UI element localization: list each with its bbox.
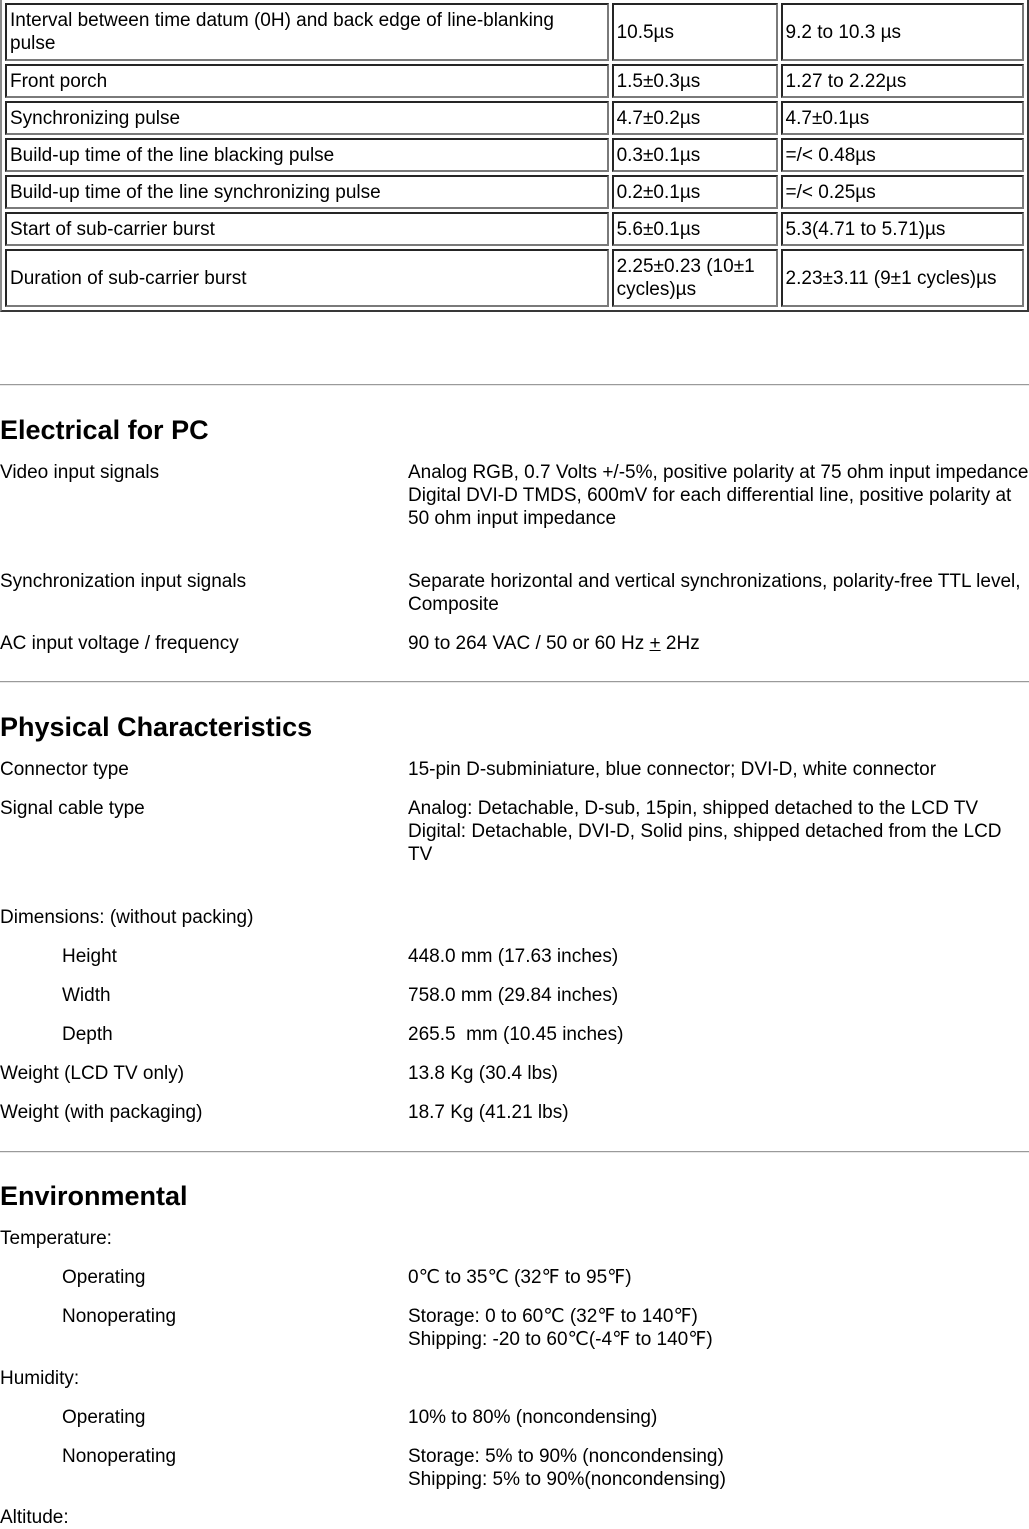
section-divider	[0, 1151, 1029, 1153]
video-input-label: Video input signals	[0, 462, 160, 483]
signal-cable-label: Signal cable type	[0, 798, 145, 819]
humidity-storage: Storage: 5% to 90% (noncondensing)	[408, 1446, 724, 1467]
ac-input-prefix: 90 to 264 VAC / 50 or 60 Hz	[408, 633, 650, 654]
temp-nonoperating-value	[408, 1305, 1029, 1351]
table-cell-label: Duration of sub-carrier burst	[5, 249, 609, 307]
humidity-operating-label: Operating	[62, 1407, 146, 1428]
table-row	[5, 249, 1024, 307]
temp-operating-value: 0℃ to 35℃ (32℉ to 95℉)	[408, 1267, 632, 1288]
signal-cable-value	[408, 797, 1029, 866]
depth-value: 265.5 mm (10.45 inches)	[408, 1024, 624, 1045]
table-row	[5, 3, 1024, 61]
table-cell-spec: 0.3±0.1µs	[612, 138, 778, 172]
table-cell-measured: 9.2 to 10.3 µs	[781, 3, 1024, 61]
temp-nonoperating-label: Nonoperating	[62, 1306, 177, 1327]
section-title-environmental: Environmental	[0, 1181, 188, 1211]
table-cell-label: Build-up time of the line synchronizing pulse	[5, 175, 609, 209]
dimensions-label: Dimensions: (without packing)	[0, 907, 254, 928]
width-value: 758.0 mm (29.84 inches)	[408, 985, 619, 1006]
depth-label: Depth	[62, 1024, 113, 1045]
ac-input-label: AC input voltage / frequency	[0, 633, 239, 654]
sync-input-value: Separate horizontal and vertical synchronizations, polarity-free TTL level, Composite	[408, 571, 1021, 615]
table-cell-label: Synchronizing pulse	[5, 101, 609, 135]
height-label: Height	[62, 946, 117, 967]
table-cell-measured: 5.3(4.71 to 5.71)µs	[781, 212, 1024, 246]
plus-minus-symbol: +	[649, 633, 661, 654]
table-cell-spec: 2.25±0.23 (10±1 cycles)µs	[612, 249, 778, 307]
connector-type-value: 15-pin D-subminiature, blue connector; DVI-D, white connector	[408, 759, 937, 780]
weight-tv-label: Weight (LCD TV only)	[0, 1063, 185, 1084]
temp-shipping: Shipping: -20 to 60℃(-4℉ to 140℉)	[408, 1329, 713, 1350]
table-cell-spec: 0.2±0.1µs	[612, 175, 778, 209]
table-cell-measured: =/< 0.48µs	[781, 138, 1024, 172]
weight-packaging-label: Weight (with packaging)	[0, 1102, 203, 1123]
table-cell-label: Front porch	[5, 64, 609, 98]
weight-tv-value: 13.8 Kg (30.4 lbs)	[408, 1063, 558, 1084]
connector-type-label: Connector type	[0, 759, 129, 780]
table-row	[5, 212, 1024, 246]
altitude-label: Altitude:	[0, 1507, 69, 1528]
width-label: Width	[62, 985, 111, 1006]
humidity-label: Humidity:	[0, 1368, 80, 1389]
temperature-label: Temperature:	[0, 1228, 112, 1249]
humidity-nonoperating-value	[408, 1445, 1029, 1491]
table-cell-measured: 4.7±0.1µs	[781, 101, 1024, 135]
ac-input-value	[408, 632, 1029, 655]
table-row	[5, 101, 1024, 135]
ac-input-suffix: 2Hz	[660, 633, 700, 654]
video-input-analog: Analog RGB, 0.7 Volts +/-5%, positive polarity at 75 ohm input impedance	[408, 462, 1029, 483]
table-cell-measured: 2.23±3.11 (9±1 cycles)µs	[781, 249, 1024, 307]
section-title-physical: Physical Characteristics	[0, 712, 313, 742]
table-cell-label: Start of sub-carrier burst	[5, 212, 609, 246]
table-cell-label: Build-up time of the line blacking pulse	[5, 138, 609, 172]
table-cell-measured: =/< 0.25µs	[781, 175, 1024, 209]
humidity-shipping: Shipping: 5% to 90%(noncondensing)	[408, 1469, 726, 1490]
table-cell-label: Interval between time datum (0H) and back edge of line-blanking pulse	[5, 3, 609, 61]
table-row	[5, 64, 1024, 98]
signal-cable-analog: Analog: Detachable, D-sub, 15pin, shipped detached to the LCD TV	[408, 798, 979, 819]
height-value: 448.0 mm (17.63 inches)	[408, 946, 619, 967]
humidity-nonoperating-label: Nonoperating	[62, 1446, 177, 1467]
signal-cable-digital: Digital: Detachable, DVI-D, Solid pins, shipped detached from the LCD TV	[408, 821, 1002, 865]
section-title-electrical: Electrical for PC	[0, 415, 209, 445]
humidity-operating-value: 10% to 80% (noncondensing)	[408, 1407, 658, 1428]
section-divider	[0, 681, 1029, 683]
temp-storage: Storage: 0 to 60℃ (32℉ to 140℉)	[408, 1306, 698, 1327]
video-input-value	[408, 461, 1029, 530]
table-cell-spec: 10.5µs	[612, 3, 778, 61]
table-cell-spec: 4.7±0.2µs	[612, 101, 778, 135]
sync-input-label: Synchronization input signals	[0, 571, 247, 592]
video-input-digital: Digital DVI-D TMDS, 600mV for each differential line, positive polarity at 50 ohm input impedance	[408, 485, 1012, 529]
section-divider	[0, 384, 1029, 386]
table-row	[5, 138, 1024, 172]
timing-table	[0, 0, 1029, 312]
temp-operating-label: Operating	[62, 1267, 146, 1288]
table-cell-spec: 5.6±0.1µs	[612, 212, 778, 246]
table-row	[5, 175, 1024, 209]
table-cell-spec: 1.5±0.3µs	[612, 64, 778, 98]
weight-packaging-value: 18.7 Kg (41.21 lbs)	[408, 1102, 569, 1123]
table-cell-measured: 1.27 to 2.22µs	[781, 64, 1024, 98]
